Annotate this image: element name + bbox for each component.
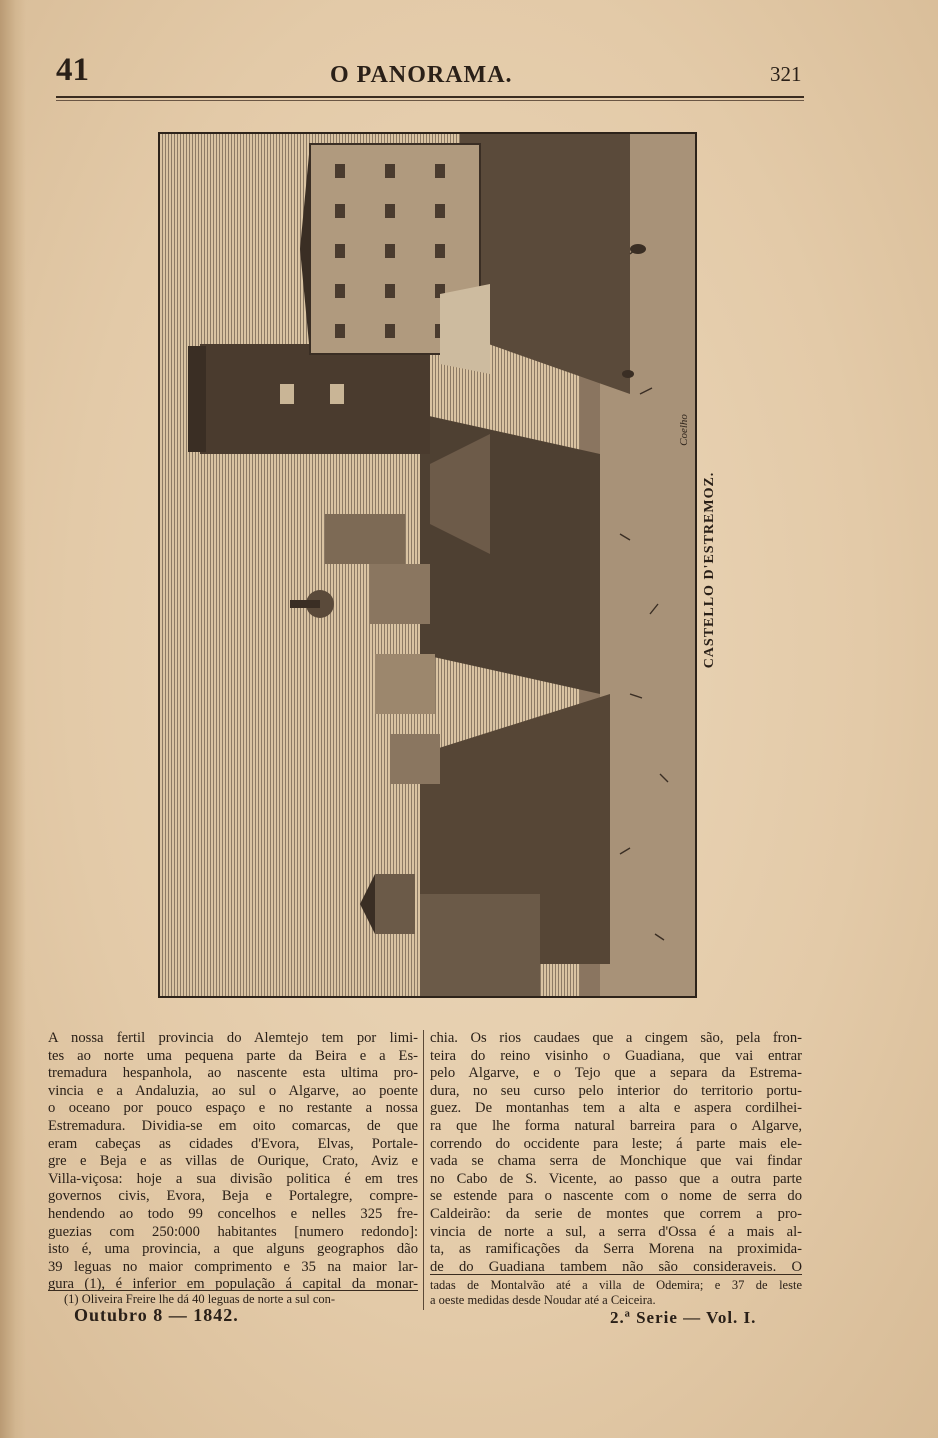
text-line: teira do reino visinho o Guadiana, que vai entrar: [430, 1047, 802, 1064]
castle-illustration: [160, 134, 695, 996]
article-column-right: [430, 1030, 802, 1276]
footnote-rule-right: [430, 1274, 802, 1275]
text-line: Estremadura. Dividia-se em oito comarcas, de que: [48, 1117, 418, 1134]
text-line: gre e Beja e as villas de Ourique, Crato, Aviz e: [48, 1153, 418, 1170]
issue-number: 41: [56, 52, 89, 88]
footnote-line: tadas de Montalvão até a villa de Odemira; e 37 de leste: [430, 1278, 802, 1292]
text-line: guez. De montanhas tem a alta e aspera cordilhei-: [430, 1100, 802, 1117]
header-rule: [56, 96, 804, 98]
text-line: vincia de norte a sul, a serra d'Ossa é a mais al-: [430, 1223, 802, 1240]
text-line: pelo Algarve, e o Tejo que a separa da Estrema-: [430, 1065, 802, 1082]
text-line: ta, as ramificações da Serra Morena na proximida-: [430, 1241, 802, 1258]
masthead-title: O PANORAMA.: [330, 62, 513, 88]
castle-engraving: [158, 132, 697, 998]
text-line: tes ao norte uma pequena parte da Beira e a Es-: [48, 1047, 418, 1064]
text-line: isto é, uma provincia, a que alguns geographos dão: [48, 1241, 418, 1258]
text-line: no Cabo de S. Vicente, ao passo que a outra parte: [430, 1170, 802, 1187]
series-volume: 2.ª Serie — Vol. I.: [610, 1308, 757, 1327]
text-line: dura, no seu curso pelo interior do territorio portu-: [430, 1082, 802, 1099]
text-line: se estende para o nascente com o nome de serra do: [430, 1188, 802, 1205]
text-line: correndo do occidente para leste; á parte mais ele-: [430, 1135, 802, 1152]
page-number: 321: [770, 62, 802, 86]
text-line: o oceano por pouco espaço e no restante a nossa: [48, 1100, 418, 1117]
text-line: guezias com 250:000 habitantes [numero redondo]:: [48, 1223, 418, 1240]
binding-shadow: [0, 0, 26, 1438]
article-column-left: [48, 1030, 418, 1294]
text-line: Caldeirão: da serie de montes que correm a pro-: [430, 1205, 802, 1222]
footnote-right: [430, 1278, 802, 1308]
engraver-signature: Coelho: [678, 414, 690, 446]
text-line: vincia e a Andaluzia, ao sul o Algarve, ao poente: [48, 1082, 418, 1099]
text-line: gura (1), é inferior em população á capital da monar-: [48, 1276, 418, 1293]
text-line: de do Guadiana tambem não são consideraveis. O: [430, 1258, 802, 1275]
text-line: hendendo ao todo 99 concelhos e nelles 325 fre-: [48, 1205, 418, 1222]
text-line: Villa-viçosa: hoje a sua divisão politica é em tres: [48, 1170, 418, 1187]
footnote-line: a oeste medidas desde Noudar até a Ceiceira.: [430, 1293, 656, 1307]
text-line: eram cabeças as cidades d'Evora, Elvas, Portale-: [48, 1135, 418, 1152]
footnote-line: (1) Oliveira Freire lhe dá 40 leguas de norte a sul con-: [64, 1292, 336, 1306]
footnote-rule-left: [48, 1290, 418, 1291]
text-line: chia. Os rios caudaes que a cingem são, pela fron-: [430, 1030, 802, 1046]
column-divider: [423, 1030, 424, 1310]
issue-date: Outubro 8 — 1842.: [74, 1305, 239, 1325]
text-line: A nossa fertil provincia do Alemtejo tem por limi-: [48, 1030, 418, 1046]
text-line: tremadura hespanhola, ao nascente esta ultima pro-: [48, 1065, 418, 1082]
header-rule-thin: [56, 100, 804, 101]
text-line: 39 leguas no maior comprimento e 35 na maior lar-: [48, 1258, 418, 1275]
illustration-caption: CASTELLO D'ESTREMOZ.: [702, 471, 717, 669]
text-line: vada se chama serra de Monchique que vai findar: [430, 1153, 802, 1170]
text-line: governos civis, Evora, Beja e Portalegre, compre-: [48, 1188, 418, 1205]
text-line: ra que lhe forma natural barreira para o Algarve,: [430, 1117, 802, 1134]
